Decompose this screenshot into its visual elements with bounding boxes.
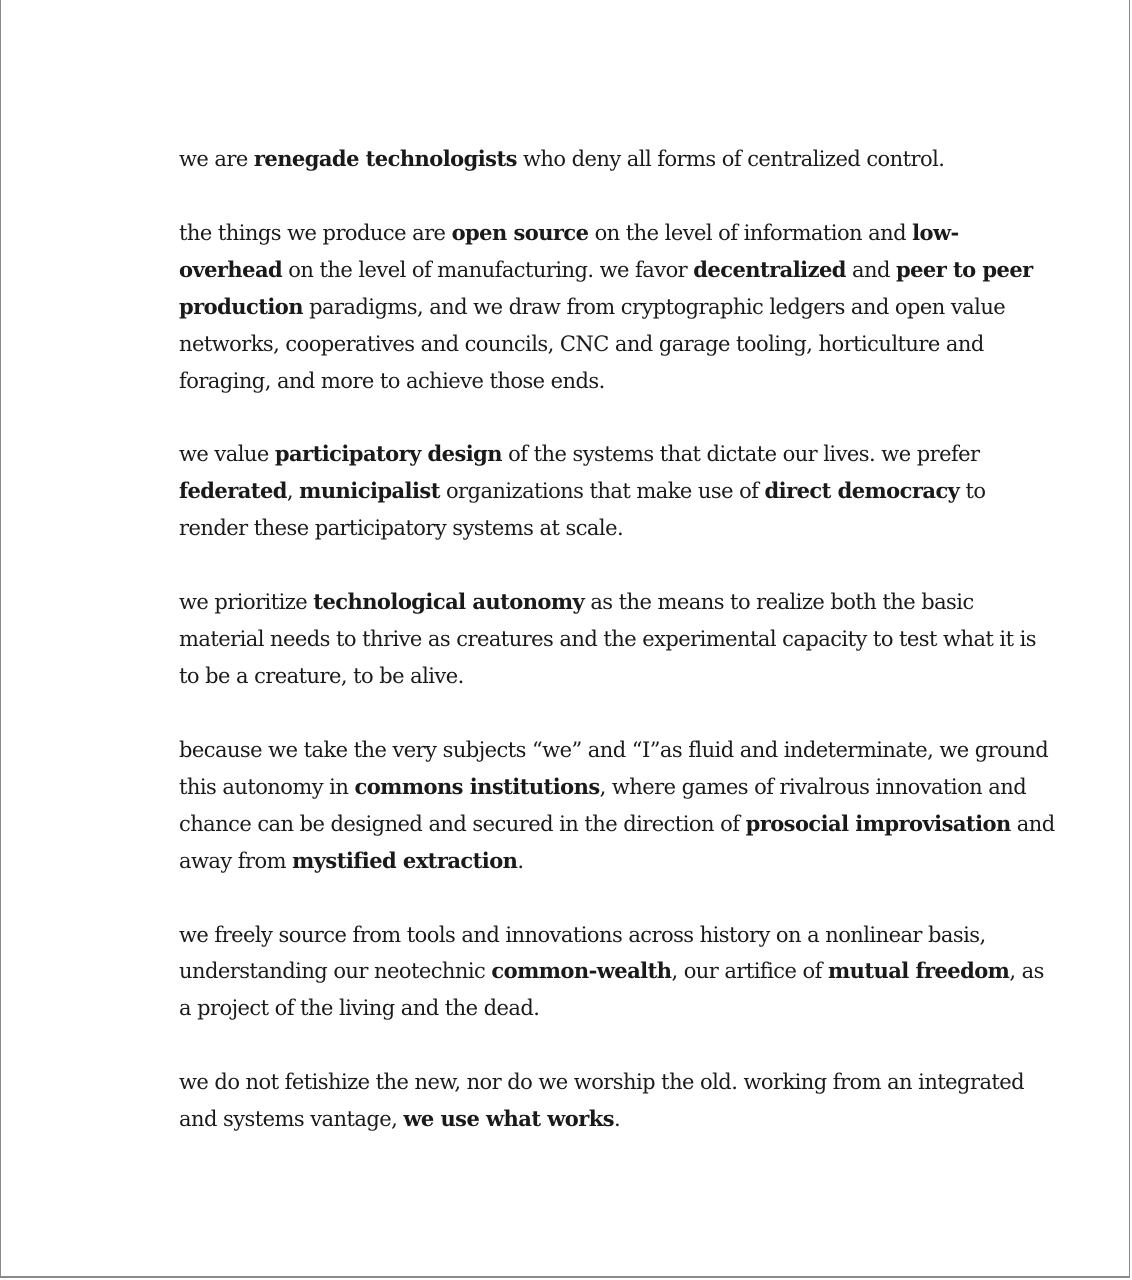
paragraph-3	[179, 436, 1059, 547]
paragraph-5	[179, 732, 1059, 880]
text: we value	[179, 442, 275, 467]
bold-text: commons institutions	[354, 773, 600, 799]
text: , our artifice of	[671, 959, 828, 984]
paragraph-7	[179, 1064, 1059, 1138]
text: because we take the very subjects “we” and “I”as fluid and indeterminate, we ground this autonomy in	[179, 737, 1049, 799]
bold-text: participatory design	[274, 441, 503, 467]
bold-text: technological autonomy	[313, 589, 585, 615]
bold-text: federated	[179, 478, 287, 504]
manifesto-text	[179, 141, 1059, 1175]
text: the things we produce are	[179, 220, 452, 245]
bold-text: decentralized	[693, 256, 846, 282]
bold-text: low-overhead	[179, 219, 959, 282]
bold-text: we use what works	[403, 1106, 615, 1132]
text: paradigms, and we draw from cryptographic ledgers and open value networks, cooperatives and councils, CNC and garage tooling, horticulture and foraging, and more to achieve those ends.	[179, 294, 1006, 393]
text: as the means to realize both the basic material needs to thrive as creatures and the experimental capacity to test what it is to be a creature, to be alive.	[179, 590, 1037, 688]
bold-text: common-wealth	[491, 958, 672, 984]
text: we do not fetishize the new, nor do we worship the old. working from an integrated and systems vantage,	[179, 1070, 1025, 1132]
text: on the level of information and	[588, 220, 913, 245]
bold-text: direct democracy	[764, 478, 960, 504]
text: ,	[286, 479, 300, 504]
text: , where games of rivalrous innovation and chance can be designed and secured in the direction of	[179, 774, 1027, 836]
text: we prioritize	[179, 590, 314, 615]
text: and away from	[179, 811, 1055, 873]
text: who deny all forms of centralized control.	[516, 147, 945, 171]
bold-text: mutual freedom	[827, 958, 1010, 984]
paragraph-2	[179, 215, 1059, 400]
bold-text: mystified extraction	[292, 847, 518, 873]
text: we are	[179, 147, 254, 171]
bold-text: municipalist	[299, 478, 440, 504]
text: to render these participatory systems at scale.	[179, 479, 986, 541]
bold-text: open source	[451, 219, 589, 245]
text: .	[614, 1107, 621, 1132]
text: .	[517, 848, 524, 873]
bold-text: renegade technologists	[253, 146, 517, 171]
text: and	[845, 257, 896, 282]
text: , as a project of the living and the dead.	[179, 959, 1044, 1021]
paragraph-6	[179, 917, 1059, 1028]
text: on the level of manufacturing. we favor	[282, 257, 694, 282]
text: we freely source from tools and innovations across history on a nonlinear basis, understanding our neotechnic	[179, 922, 986, 984]
bold-text: peer to peer production	[179, 256, 1033, 319]
paragraph-1	[179, 141, 1059, 178]
bold-text: prosocial improvisation	[745, 810, 1011, 836]
paragraph-4	[179, 584, 1059, 695]
text: of the systems that dictate our lives. we prefer	[502, 442, 980, 467]
text: organizations that make use of	[439, 479, 765, 504]
